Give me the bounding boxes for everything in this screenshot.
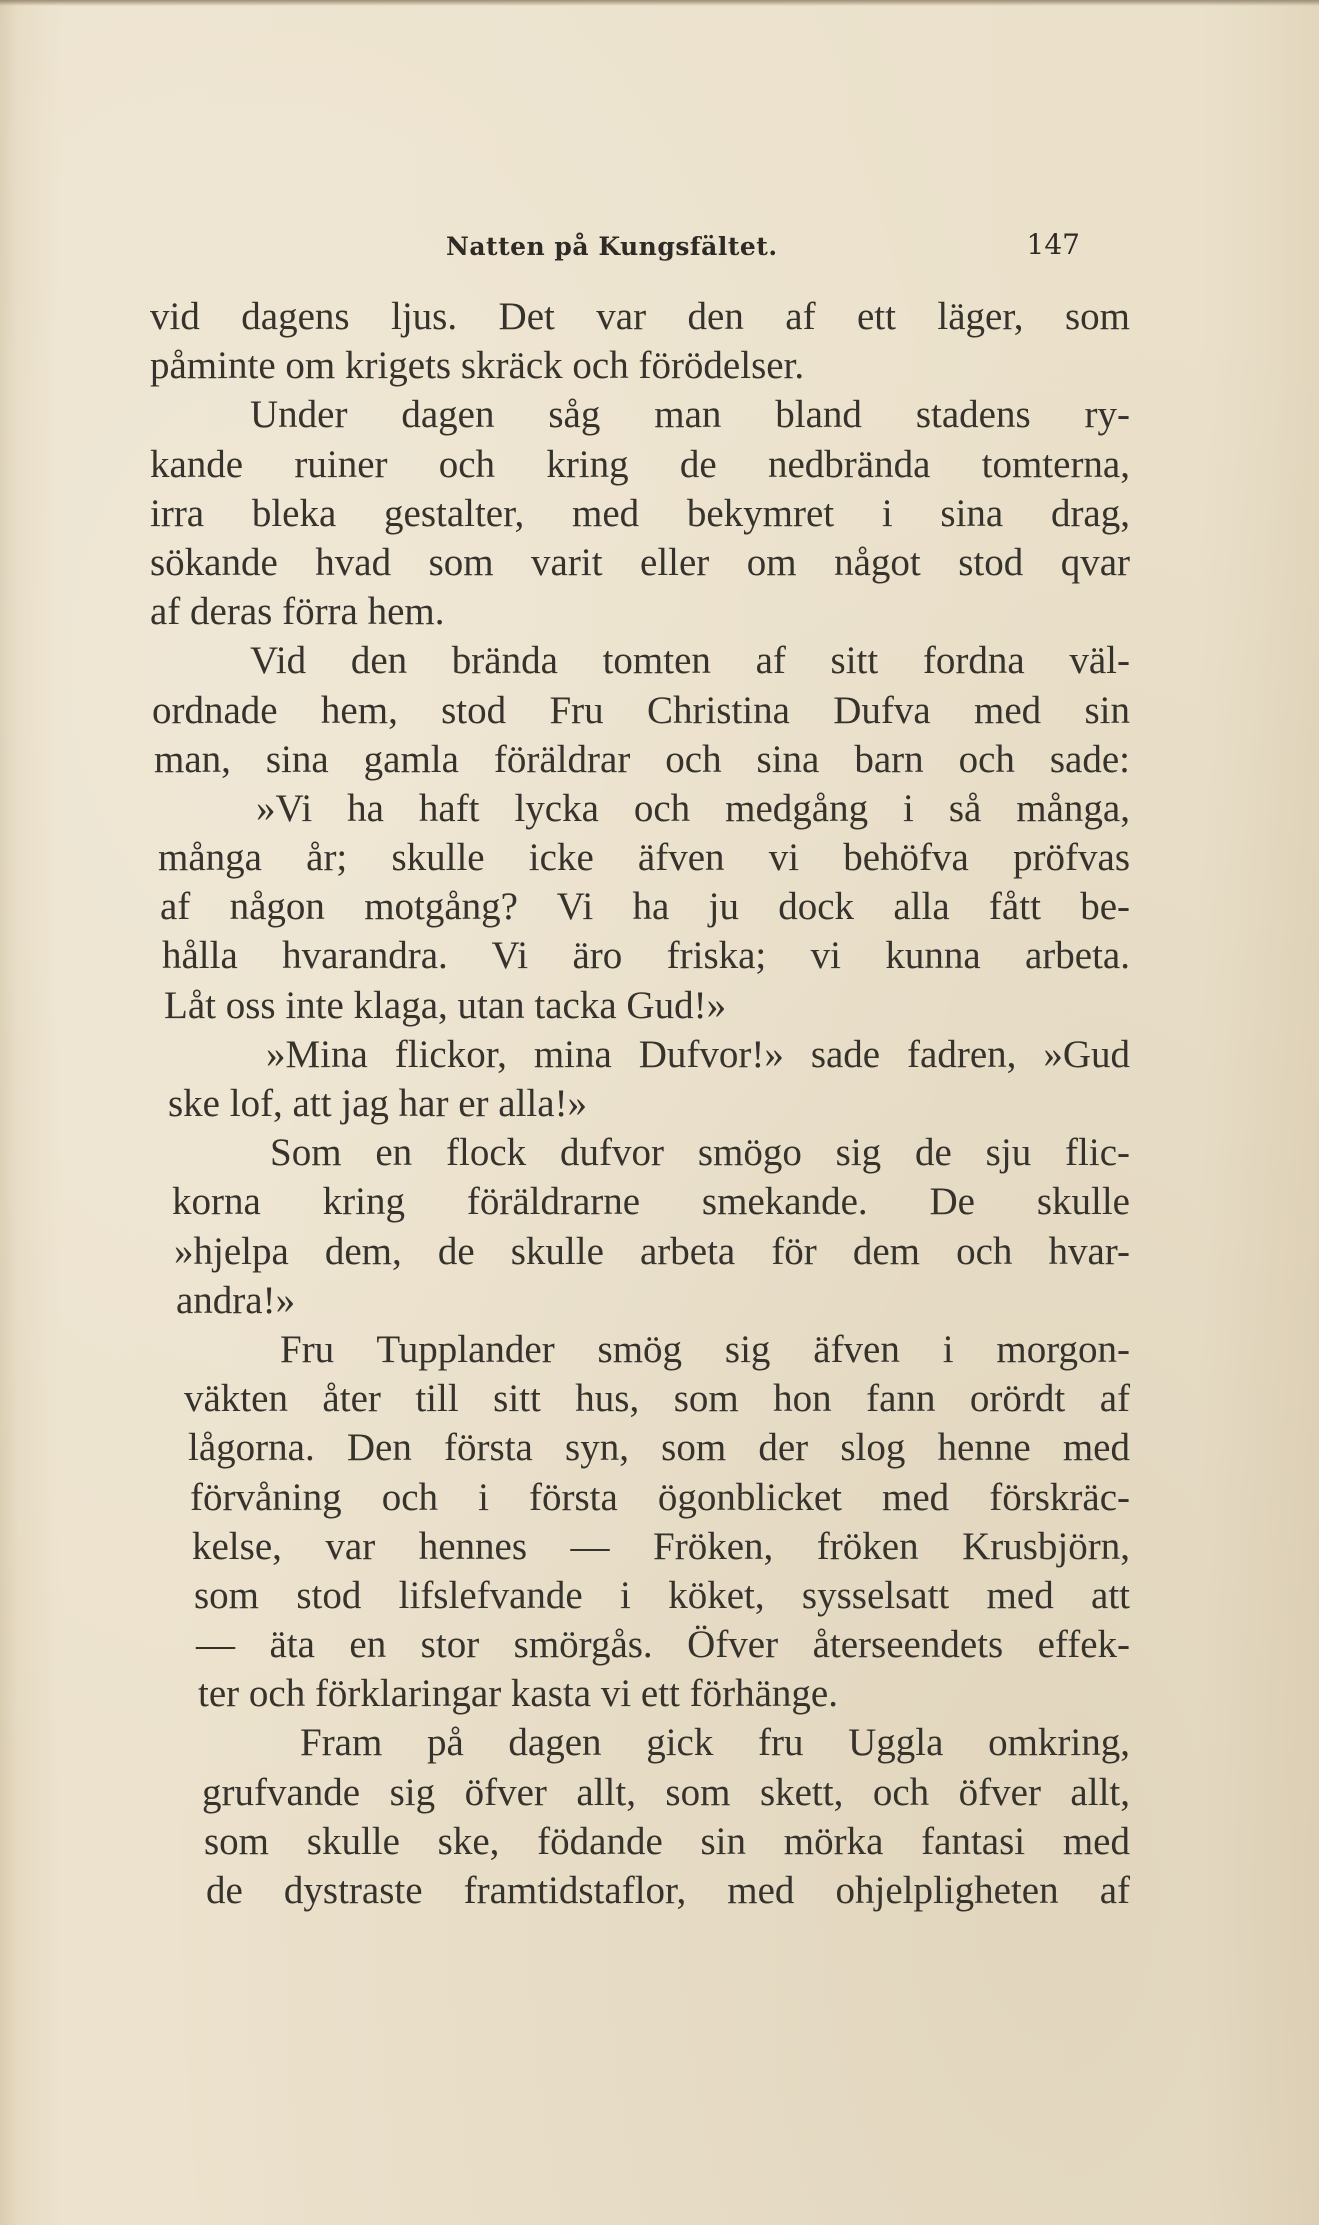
text-line: ske lof, att jag har er alla!» [168,1082,588,1125]
text-line: många år; skulle icke äfven vi behöfva pröfvas [158,836,1130,880]
text-line: Fru Tupplander smög sig äfven i morgon- [280,1327,1130,1371]
text-line: lågorna. Den första syn, som der slog henne med [188,1426,1130,1470]
text-line: Vid den brända tomten af sitt fordna väl- [250,639,1130,683]
text-line: kande ruiner och kring de nedbrända tomterna, [150,442,1130,486]
text-line: sökande hvad som varit eller om något stod qvar [150,540,1130,584]
page-top-edge [0,0,1319,6]
text-line: »Vi ha haft lycka och medgång i så många, [256,786,1130,830]
text-line: förvåning och i första ögonblicket med förskräc- [190,1475,1130,1519]
text-line: ter och förklaringar kasta vi ett förhänge. [198,1672,838,1716]
text-line: irra bleka gestalter, med bekymret i sina drag, [150,491,1130,535]
text-line: som skulle ske, födande sin mörka fantasi med [204,1819,1130,1863]
text-line: väkten åter till sitt hus, som hon fann orördt af [184,1377,1130,1421]
body-text [150,292,1130,1915]
running-head-title: Natten på Kungsfältet. [446,232,778,261]
text-line: Under dagen såg man bland stadens ry- [250,393,1130,437]
text-line: »hjelpa dem, de skulle arbeta för dem och hvar- [174,1229,1130,1273]
text-line: ordnade hem, stod Fru Christina Dufva med sin [152,688,1130,732]
running-head [160,226,1080,266]
text-line: de dystraste framtidstaflor, med ohjelpligheten af [206,1869,1130,1912]
text-line: Fram på dagen gick fru Uggla omkring, [300,1721,1130,1765]
text-line: korna kring föräldrarne smekande. De skulle [172,1180,1130,1224]
text-line: af någon motgång? Vi ha ju dock alla fått be- [160,885,1130,929]
text-line: påminte om krigets skräck och förödelser. [150,344,805,388]
page-number: 147 [1026,228,1080,261]
text-line: som stod lifslefvande i köket, sysselsatt med att [194,1573,1130,1617]
text-line: hålla hvarandra. Vi äro friska; vi kunna arbeta. [162,934,1130,978]
text-line: — äta en stor smörgås. Öfver återseendets effek- [196,1623,1130,1667]
text-line: Som en flock dufvor smögo sig de sju flic- [270,1131,1130,1175]
text-line: Låt oss inte klaga, utan tacka Gud!» [164,983,727,1027]
text-line: »Mina flickor, mina Dufvor!» sade fadren, »Gud [266,1032,1130,1076]
text-line: vid dagens ljus. Det var den af ett läger, som [150,295,1130,338]
text-line: kelse, var hennes — Fröken, fröken Krusbjörn, [192,1524,1130,1568]
text-line: andra!» [176,1278,296,1322]
text-line: man, sina gamla föräldrar och sina barn och sade: [154,737,1130,781]
text-line: af deras förra hem. [150,590,445,634]
text-line: grufvande sig öfver allt, som skett, och öfver allt, [202,1770,1130,1814]
